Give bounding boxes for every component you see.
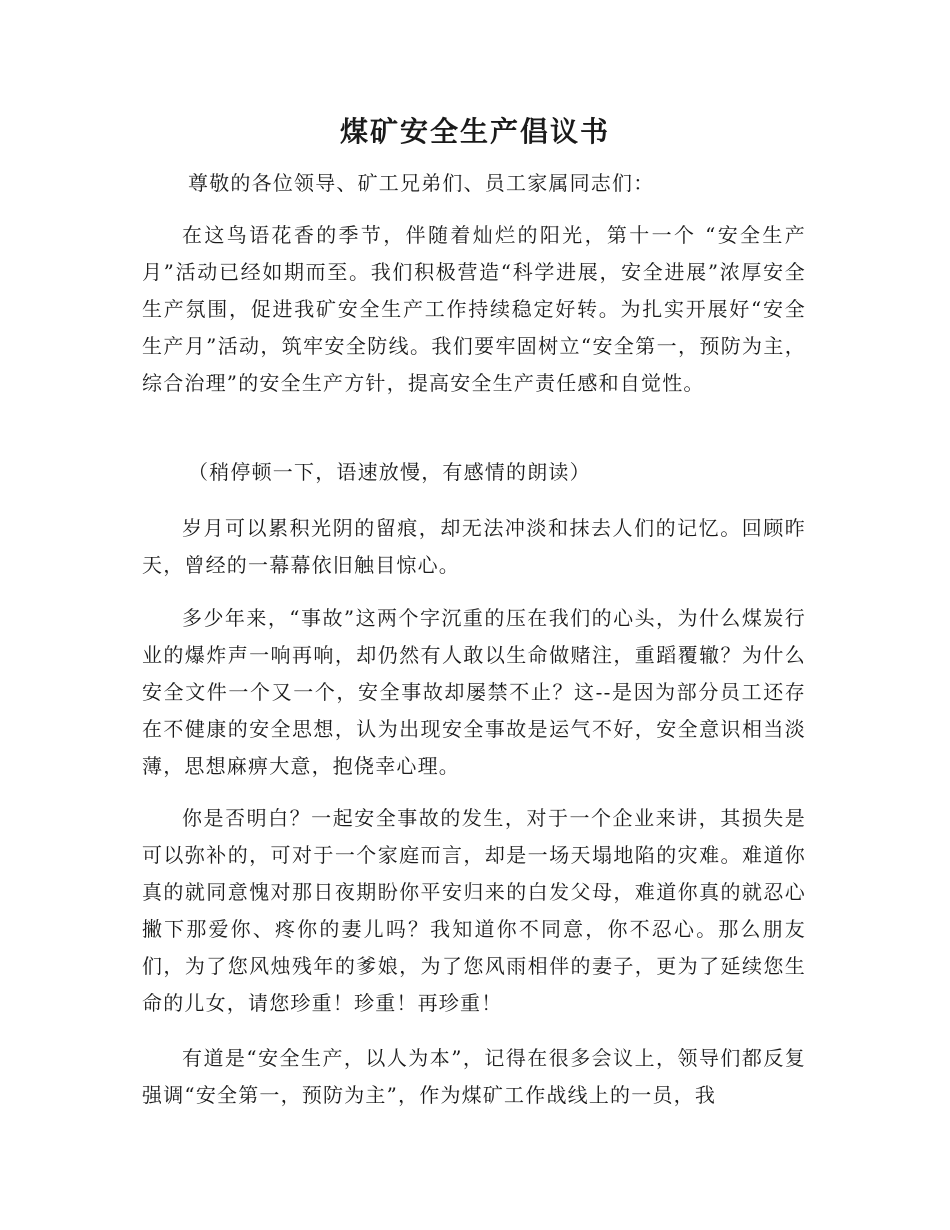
document-title: 煤矿安全生产倡议书	[339, 115, 610, 148]
paragraph-text: 有道是“安全生产，以人为本”，记得在很多会议上，领导们都反复强调“安全第一，预防为主”，作为煤矿工作战线上的一员，我	[142, 1046, 806, 1107]
reading-note: （稍停顿一下，语速放慢，有感情的朗读）	[188, 460, 591, 484]
paragraph-text: 岁月可以累积光阴的留痕，却无法冲淡和抹去人们的记忆。回顾昨天，曾经的一幕幕依旧触目惊心。	[142, 516, 806, 577]
salutation: 尊敬的各位领导、矿工兄弟们、员工家属同志们：	[188, 171, 655, 195]
paragraph-1	[142, 217, 806, 402]
paragraph-5	[142, 1040, 806, 1114]
paragraph-text: 多少年来，“事故”这两个字沉重的压在我们的心头，为什么煤炭行业的爆炸声一响再响，却仍然有人敢以生命做赌注，重蹈覆辙？为什么安全文件一个又一个，安全事故却屡禁不止？这--是因为部分员工还存在不健康的安全思想，认为出现安全事故是运气不好，安全意识相当淡薄，思想麻痹大意，抱侥幸心理。	[142, 606, 806, 778]
paragraph-2	[142, 510, 806, 584]
paragraph-3	[142, 600, 806, 785]
paragraph-text: 你是否明白？一起安全事故的发生，对于一个企业来讲，其损失是可以弥补的，可对于一个家庭而言，却是一场天塌地陷的灾难。难道你真的就同意愧对那日夜期盼你平安归来的白发父母，难道你真的就忍心撇下那爱你、疼你的妻儿吗？我知道你不同意，你不忍心。那么朋友们，为了您风烛残年的爹娘，为了您风雨相伴的妻子，更为了延续您生命的儿女，请您珍重！珍重！再珍重！	[142, 806, 806, 1015]
paragraph-4	[142, 800, 806, 1022]
paragraph-text: 在这鸟语花香的季节，伴随着灿烂的阳光，第十一个 “安全生产月”活动已经如期而至。我们积极营造“科学进展，安全进展”浓厚安全生产氛围，促进我矿安全生产工作持续稳定好转。为扎实开展好“安全生产月”活动，筑牢安全防线。我们要牢固树立“安全第一，预防为主，综合治理”的安全生产方针，提高安全生产责任感和自觉性。	[142, 223, 806, 395]
